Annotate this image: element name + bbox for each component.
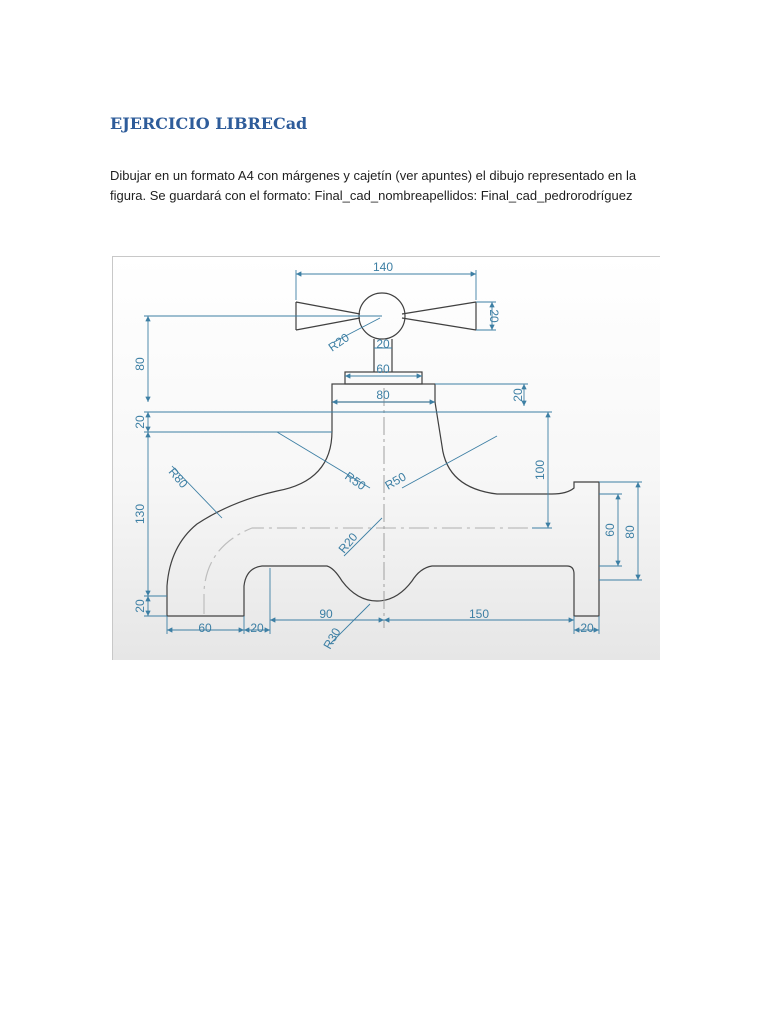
dim-foot-width: 60: [198, 621, 212, 635]
dim-pipe-height: 130: [133, 503, 147, 525]
dim-spout-inner: 60: [603, 523, 617, 537]
dim-handle-height: 20: [487, 309, 501, 323]
dim-knob-radius: R20: [325, 330, 352, 355]
dim-body-height: 100: [533, 459, 547, 481]
dim-total-height: 80: [133, 357, 147, 371]
dim-flange-height: 20: [133, 415, 147, 429]
dim-spout-outer: 80: [623, 525, 637, 539]
dim-groove-radius: R30: [320, 625, 344, 652]
instructions-line-2: figura. Se guardará con el formato: Final_cad_nombreapellidos: Final_cad_pedrorodríguez: [110, 188, 633, 203]
dim-groove-width: 90: [319, 607, 333, 621]
document-title: EJERCICIO LIBRECad: [110, 114, 308, 133]
dim-inner-radius: R20: [335, 530, 361, 556]
dim-stem-width: 20: [376, 337, 390, 351]
dim-spout-wall: 20: [580, 621, 594, 635]
dim-spout-length: 150: [468, 607, 490, 621]
faucet-drawing: [112, 256, 660, 660]
dim-elbow-radius: R80: [165, 464, 191, 491]
dim-nut-width: 60: [376, 362, 390, 376]
dim-neck-radius-right: R50: [382, 469, 409, 493]
technical-drawing-figure: [112, 256, 660, 660]
dim-base-height: 20: [511, 388, 525, 402]
dim-foot-wall: 20: [250, 621, 264, 635]
dim-neck-radius-left: R50: [342, 468, 369, 494]
dim-handle-width: 140: [372, 260, 394, 274]
instructions-line-1: Dibujar en un formato A4 con márgenes y cajetín (ver apuntes) el dibujo representado en la: [110, 168, 637, 183]
dim-foot-height: 20: [133, 599, 147, 613]
instructions-paragraph: [110, 166, 670, 206]
dim-base-width: 80: [376, 388, 390, 402]
